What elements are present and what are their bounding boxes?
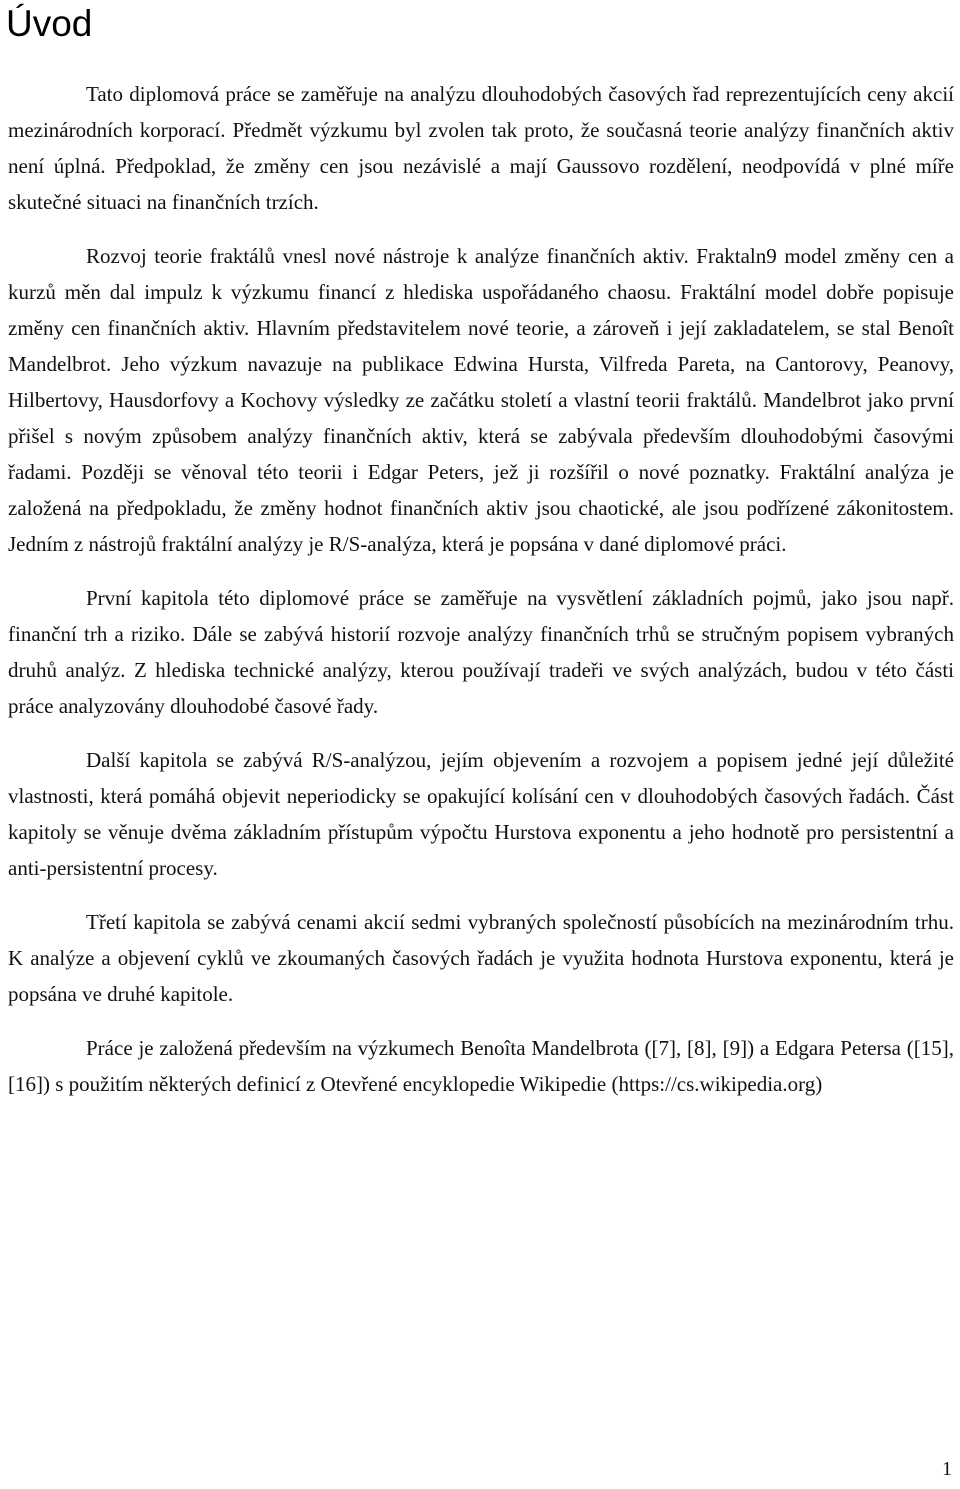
page-title: Úvod [6, 3, 93, 44]
paragraph-4: Další kapitola se zabývá R/S-analýzou, jejím objevením a rozvojem a popisem jedné její důležité vlastnosti, která pomáhá objevit neperiodicky se opakující kolísání cen v dlouhodobých časových řadách. Část kapitoly se věnuje dvěma základním přístupům výpočtu Hurstova exponentu a jeho hodnotě pro persistentní a anti-persistentní procesy. [8, 748, 954, 880]
page-number: 1 [942, 1458, 952, 1480]
paragraph-5: Třetí kapitola se zabývá cenami akcií sedmi vybraných společností působících na mezinárodním trhu. K analýze a objevení cyklů ve zkoumaných časových řadách je využita hodnota Hurstova exponentu, která je popsána ve druhé kapitole. [8, 910, 954, 1006]
paragraph-6: Práce je založená především na výzkumech Benoîta Mandelbrota ([7], [8], [9]) a Edgara Petersa ([15], [16]) s použitím některých definicí z Otevřené encyklopedie Wikipedie (https://cs.wikipedia.org) [8, 1036, 954, 1096]
paragraph-2: Rozvoj teorie fraktálů vnesl nové nástroje k analýze finančních aktiv. Fraktaln9 model změny cen a kurzů měn dal impulz k výzkumu financí z hlediska uspořádaného chaosu. Fraktální model dobře popisuje změny cen finančních aktiv. Hlavním představitelem nové teorie, a zároveň i její zakladatelem, se stal Benoît Mandelbrot. Jeho výzkum navazuje na publikace Edwina Hursta, Vilfreda Pareta, na Cantorovy, Peanovy, Hilbertovy, Hausdorfovy a Kochovy výsledky ze začátku století a vlastní teorii fraktálů. Mandelbrot jako první přišel s novým způsobem analýzy finančních aktiv, která se zabývala především dlouhodobými časovými řadami. Později se věnoval této teorii i Edgar Peters, jež ji rozšířil o nové poznatky. Fraktální analýza je založená na předpokladu, že změny hodnot finančních aktiv jsou chaotické, ale jsou podřízené zákonitostem. Jedním z nástrojů fraktální analýzy je R/S-analýza, která je popsána v dané diplomové práci. [8, 244, 954, 556]
paragraph-1: Tato diplomová práce se zaměřuje na analýzu dlouhodobých časových řad reprezentujících ceny akcií mezinárodních korporací. Předmět výzkumu byl zvolen tak proto, že současná teorie analýzy finančních aktiv není úplná. Předpoklad, že změny cen jsou nezávislé a mají Gaussovo rozdělení, neodpovídá v plné míře skutečné situaci na finančních trzích. [8, 82, 954, 214]
paragraph-3: První kapitola této diplomové práce se zaměřuje na vysvětlení základních pojmů, jako jsou např. finanční trh a riziko. Dále se zabývá historií rozvoje analýzy finančních trhů se stručným popisem vybraných druhů analýz. Z hlediska technické analýzy, kterou používají tradeři ve svých analýzách, budou v této části práce analyzovány dlouhodobé časové řady. [8, 586, 954, 718]
body-text [8, 76, 954, 1102]
